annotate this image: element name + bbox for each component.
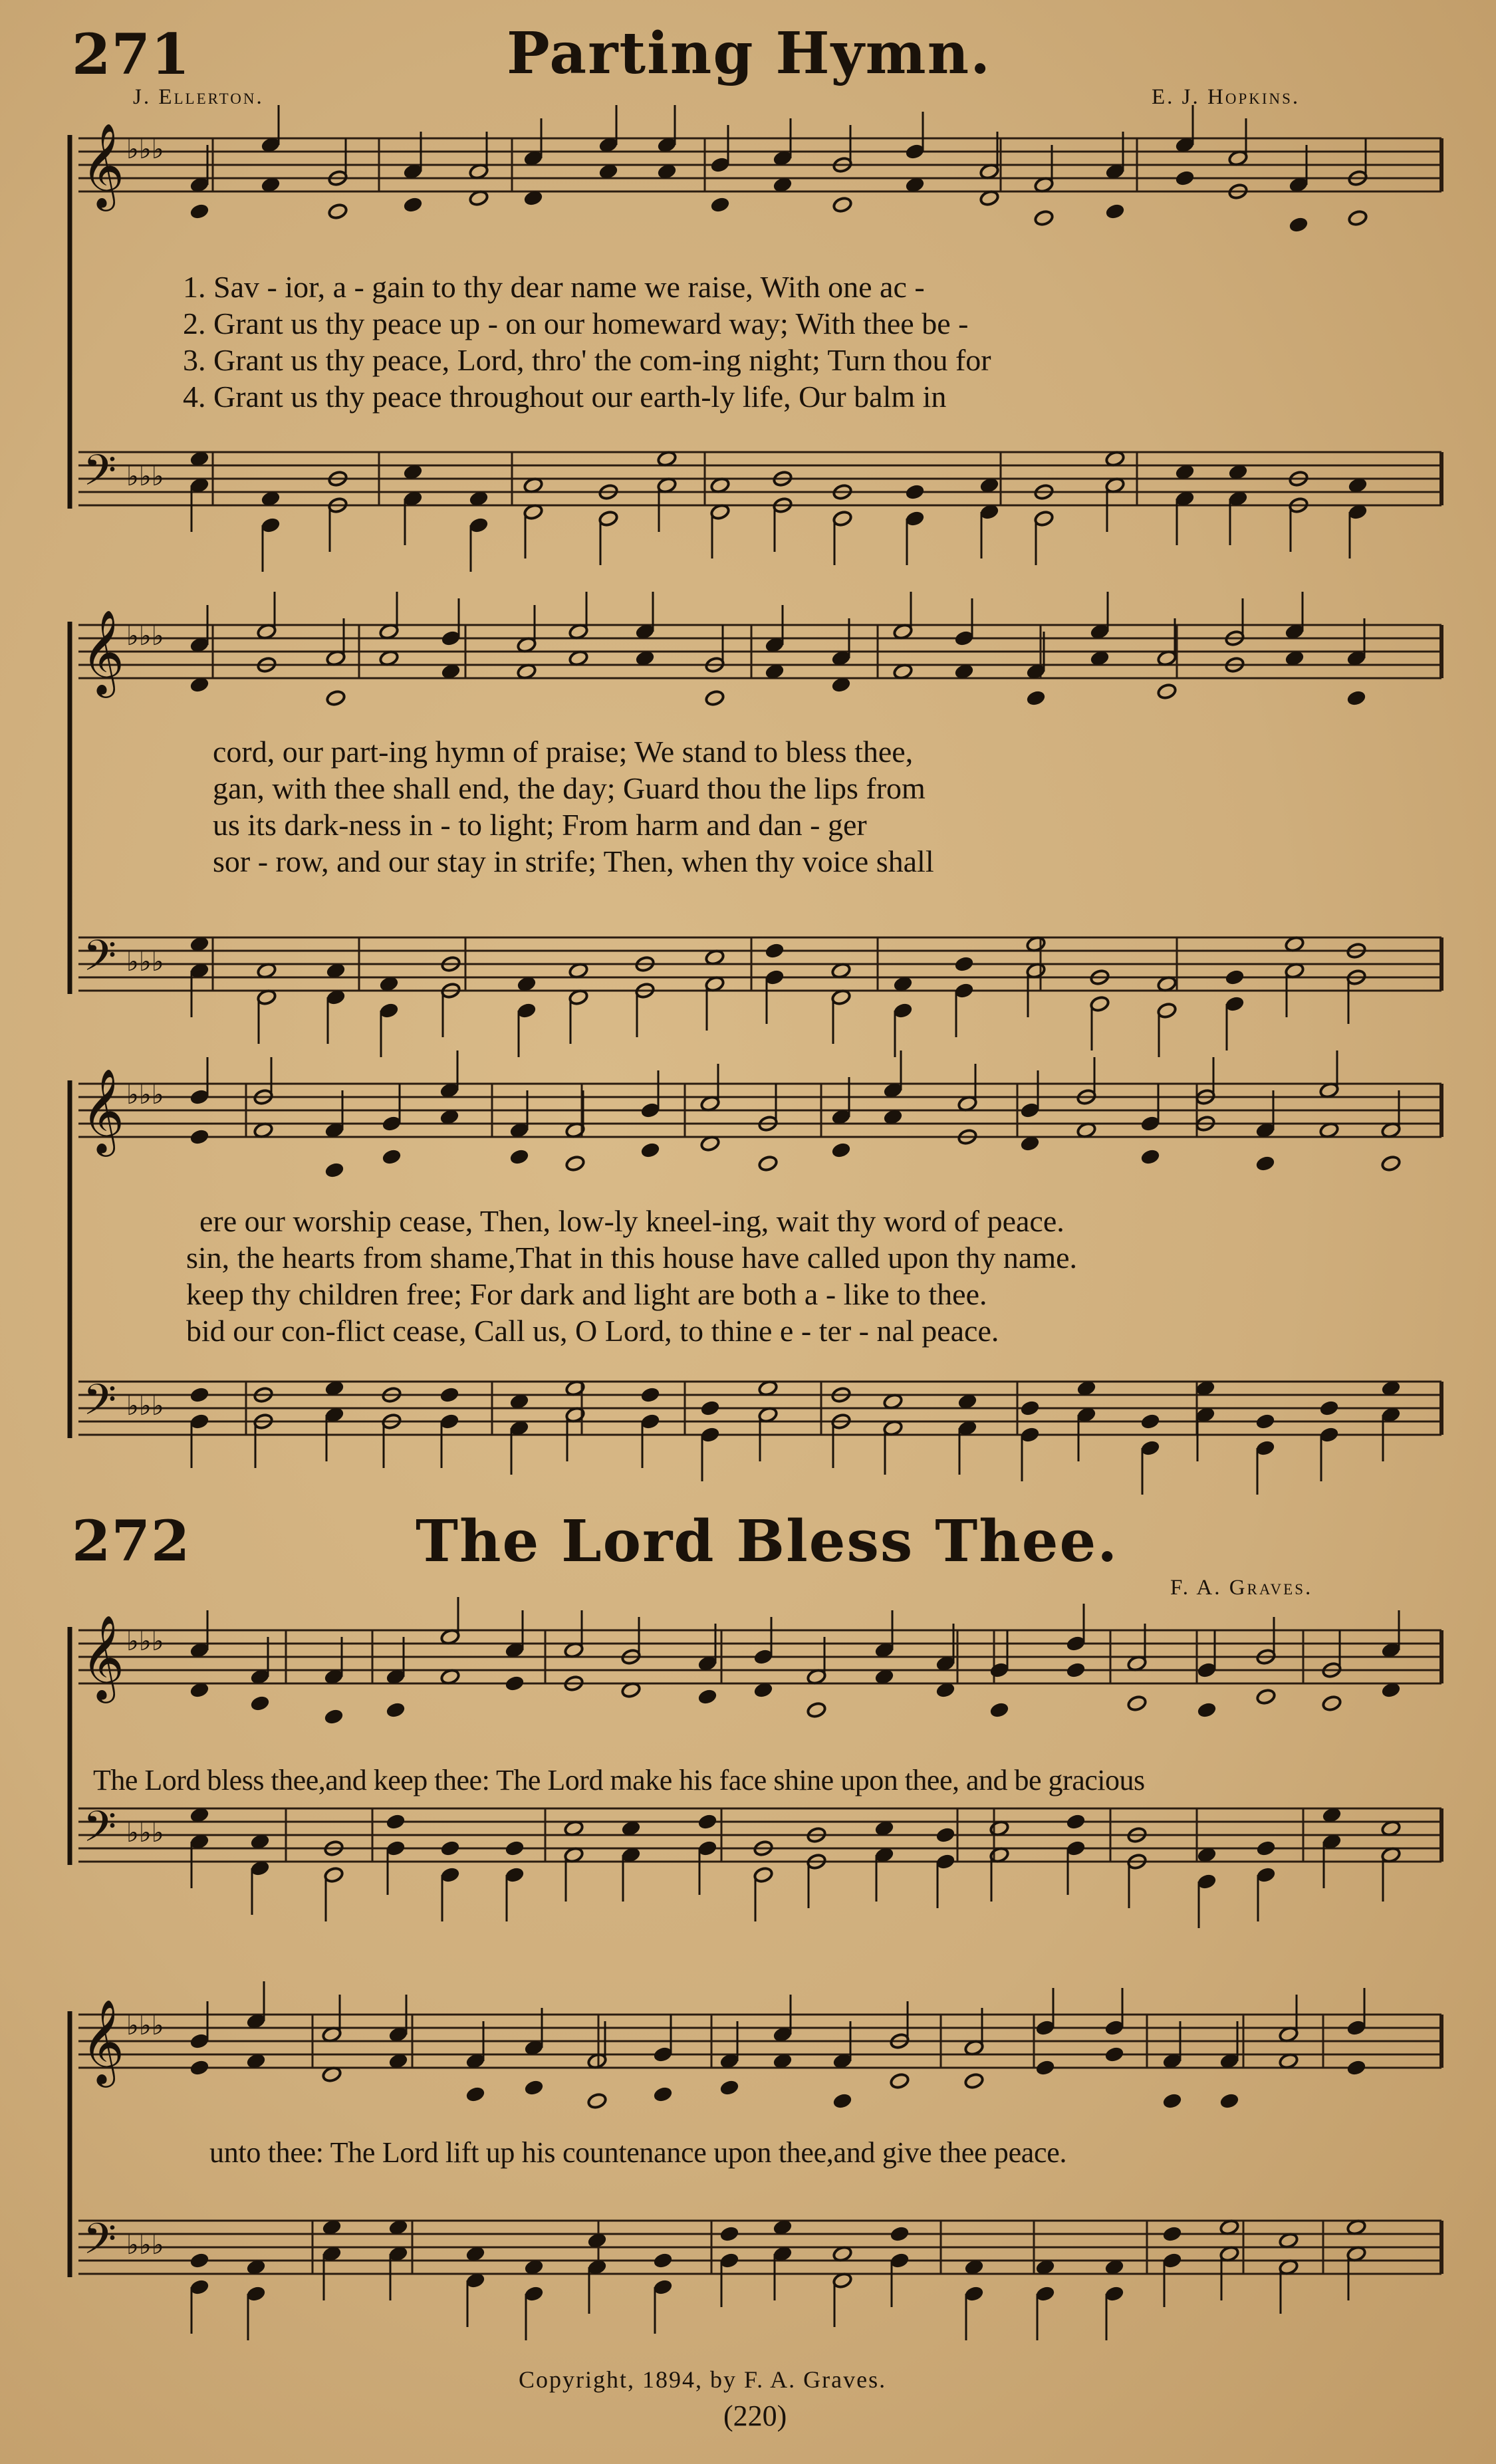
key-signature-flats: ♭♭♭: [126, 134, 164, 165]
note-head: [1026, 689, 1047, 707]
note-head: [189, 2252, 210, 2269]
note-head: [1175, 170, 1195, 187]
note-head: [250, 1695, 271, 1712]
note-head: [1034, 209, 1055, 227]
note-head: [509, 1148, 530, 1166]
note-head: [403, 196, 424, 213]
note-head: [565, 1155, 586, 1172]
note-head: [505, 1675, 525, 1692]
copyright-notice: Copyright, 1894, by F. A. Graves.: [519, 2366, 887, 2393]
bass-clef-icon: 𝄢: [83, 446, 117, 506]
note-head: [719, 2225, 740, 2243]
note-head: [587, 2092, 608, 2110]
note-head: [1066, 1662, 1086, 1679]
stanza-2-line-1: 2. Grant us thy peace up - on our homeward way; With thee be -: [183, 307, 969, 340]
key-signature-flats: ♭♭♭: [126, 1080, 164, 1110]
note-head: [465, 2086, 486, 2103]
bass-clef-icon: 𝄢: [83, 931, 117, 991]
note-head: [189, 2059, 210, 2076]
note-head: [524, 2079, 545, 2096]
bass-clef-icon: 𝄢: [83, 2215, 117, 2275]
note-head: [1140, 1148, 1161, 1166]
treble-clef-icon: 𝄞: [81, 122, 125, 207]
note-head: [440, 1840, 461, 1857]
stanza-3-line-2: us its dark-ness in - to light; From harm and dan - ger: [213, 808, 867, 842]
note-head: [1346, 2059, 1367, 2076]
stanza-1-line-1: 1. Sav - ior, a - gain to thy dear name we raise, With one ac -: [183, 270, 925, 304]
note-head: [705, 689, 725, 707]
stanza-3-line-1: 3. Grant us thy peace, Lord, thro' the com-ing night; Turn thou for: [183, 343, 991, 377]
note-head: [505, 1840, 525, 1857]
note-head: [386, 1701, 406, 1719]
note-head: [1256, 1840, 1277, 1857]
note-head: [1255, 1155, 1276, 1172]
note-head: [832, 2092, 853, 2110]
key-signature-flats: ♭♭♭: [126, 1818, 164, 1848]
note-head: [1381, 1155, 1402, 1172]
note-head: [831, 1142, 852, 1159]
bass-clef-icon: 𝄢: [83, 1802, 117, 1862]
note-head: [1157, 683, 1178, 700]
note-head: [653, 2086, 674, 2103]
note-head: [1140, 1413, 1161, 1430]
key-signature-flats: ♭♭♭: [126, 947, 164, 977]
stanza-1-line-2: cord, our part-ing hymn of praise; We stand to bless thee,: [213, 735, 914, 769]
note-head: [189, 1386, 210, 1404]
key-signature-flats: ♭♭♭: [126, 1391, 164, 1421]
key-signature-flats: ♭♭♭: [126, 621, 164, 652]
note-head: [326, 689, 346, 707]
lyric-line-1: The Lord bless thee,and keep thee: The Lord make his face shine upon thee, and be gracious: [93, 1764, 1145, 1796]
key-signature-flats: ♭♭♭: [126, 461, 164, 492]
note-head: [328, 203, 348, 220]
treble-clef-icon: 𝄞: [81, 609, 125, 694]
key-signature-flats: ♭♭♭: [126, 2230, 164, 2261]
page-number: (220): [723, 2400, 787, 2432]
note-head: [1255, 1413, 1276, 1430]
note-head: [1105, 203, 1126, 220]
note-head: [700, 1400, 721, 1417]
stanza-1-line-3: ere our worship cease, Then, low-ly kneel-ing, wait thy word of peace.: [199, 1204, 1064, 1238]
composer-credit: E. J. Hopkins.: [1152, 85, 1301, 109]
treble-clef-icon: 𝄞: [81, 1068, 125, 1153]
note-head: [954, 955, 975, 973]
note-head: [640, 1142, 661, 1159]
treble-clef-icon: 𝄞: [81, 1999, 125, 2084]
note-head: [1104, 2046, 1125, 2063]
note-head: [905, 483, 926, 501]
note-head: [1348, 209, 1368, 227]
note-head: [1289, 216, 1309, 233]
composer-credit: F. A. Graves.: [1170, 1576, 1313, 1600]
note-head: [1322, 1695, 1342, 1712]
note-head: [935, 1826, 956, 1844]
note-head: [890, 2072, 910, 2090]
stanza-2-line-2: gan, with thee shall end, the day; Guard thou the lips from: [213, 771, 926, 805]
note-head: [1319, 1400, 1340, 1417]
lyric-line-2: unto thee: The Lord lift up his countenance upon thee,and give thee peace.: [209, 2136, 1067, 2169]
note-head: [439, 1386, 460, 1404]
note-head: [964, 2072, 985, 2090]
note-head: [189, 203, 210, 220]
note-head: [382, 1148, 402, 1166]
note-head: [1162, 2225, 1183, 2243]
note-head: [989, 1701, 1010, 1719]
note-head: [653, 2252, 674, 2269]
note-head: [1197, 1701, 1217, 1719]
stanza-2-line-3: sin, the hearts from shame,That in this house have called upon thy name.: [186, 1241, 1078, 1275]
note-head: [1225, 969, 1245, 986]
note-head: [890, 2225, 910, 2243]
hymn-number: 272: [72, 1508, 191, 1574]
key-signature-flats: ♭♭♭: [126, 1626, 164, 1657]
note-head: [697, 1813, 718, 1830]
note-head: [1020, 1400, 1041, 1417]
note-head: [765, 942, 785, 959]
stanza-4-line-2: sor - row, and our stay in strife; Then, when thy voice shall: [213, 844, 934, 878]
note-head: [807, 1701, 827, 1719]
note-head: [832, 196, 853, 213]
key-signature-flats: ♭♭♭: [126, 2011, 164, 2041]
note-head: [1346, 689, 1367, 707]
hymn-title: The Lord Bless Thee.: [416, 1508, 1119, 1575]
author-credit: J. Ellerton.: [133, 85, 264, 109]
note-head: [719, 2079, 740, 2096]
note-head: [1066, 1813, 1086, 1830]
stanza-3-line-3: keep thy children free; For dark and light are both a - like to thee.: [186, 1277, 987, 1311]
note-head: [324, 1708, 344, 1725]
treble-clef-icon: 𝄞: [81, 1614, 125, 1699]
stanza-4-line-3: bid our con-flict cease, Call us, O Lord, to thine e - ter - nal peace.: [186, 1314, 999, 1348]
stanza-4-line-1: 4. Grant us thy peace throughout our earth-ly life, Our balm in: [183, 380, 947, 414]
note-head: [758, 1155, 779, 1172]
note-head: [697, 1688, 718, 1705]
note-head: [1219, 2092, 1240, 2110]
note-head: [1256, 1688, 1277, 1705]
note-head: [1035, 2059, 1056, 2076]
hymn-number: 271: [72, 21, 191, 87]
note-head: [640, 1386, 661, 1404]
note-head: [1162, 2092, 1183, 2110]
note-head: [386, 1813, 406, 1830]
note-head: [189, 1128, 210, 1146]
bass-clef-icon: 𝄢: [83, 1376, 117, 1435]
note-head: [710, 196, 731, 213]
note-head: [1127, 1695, 1148, 1712]
note-head: [324, 1162, 345, 1179]
hymn-title: Parting Hymn.: [507, 20, 992, 87]
